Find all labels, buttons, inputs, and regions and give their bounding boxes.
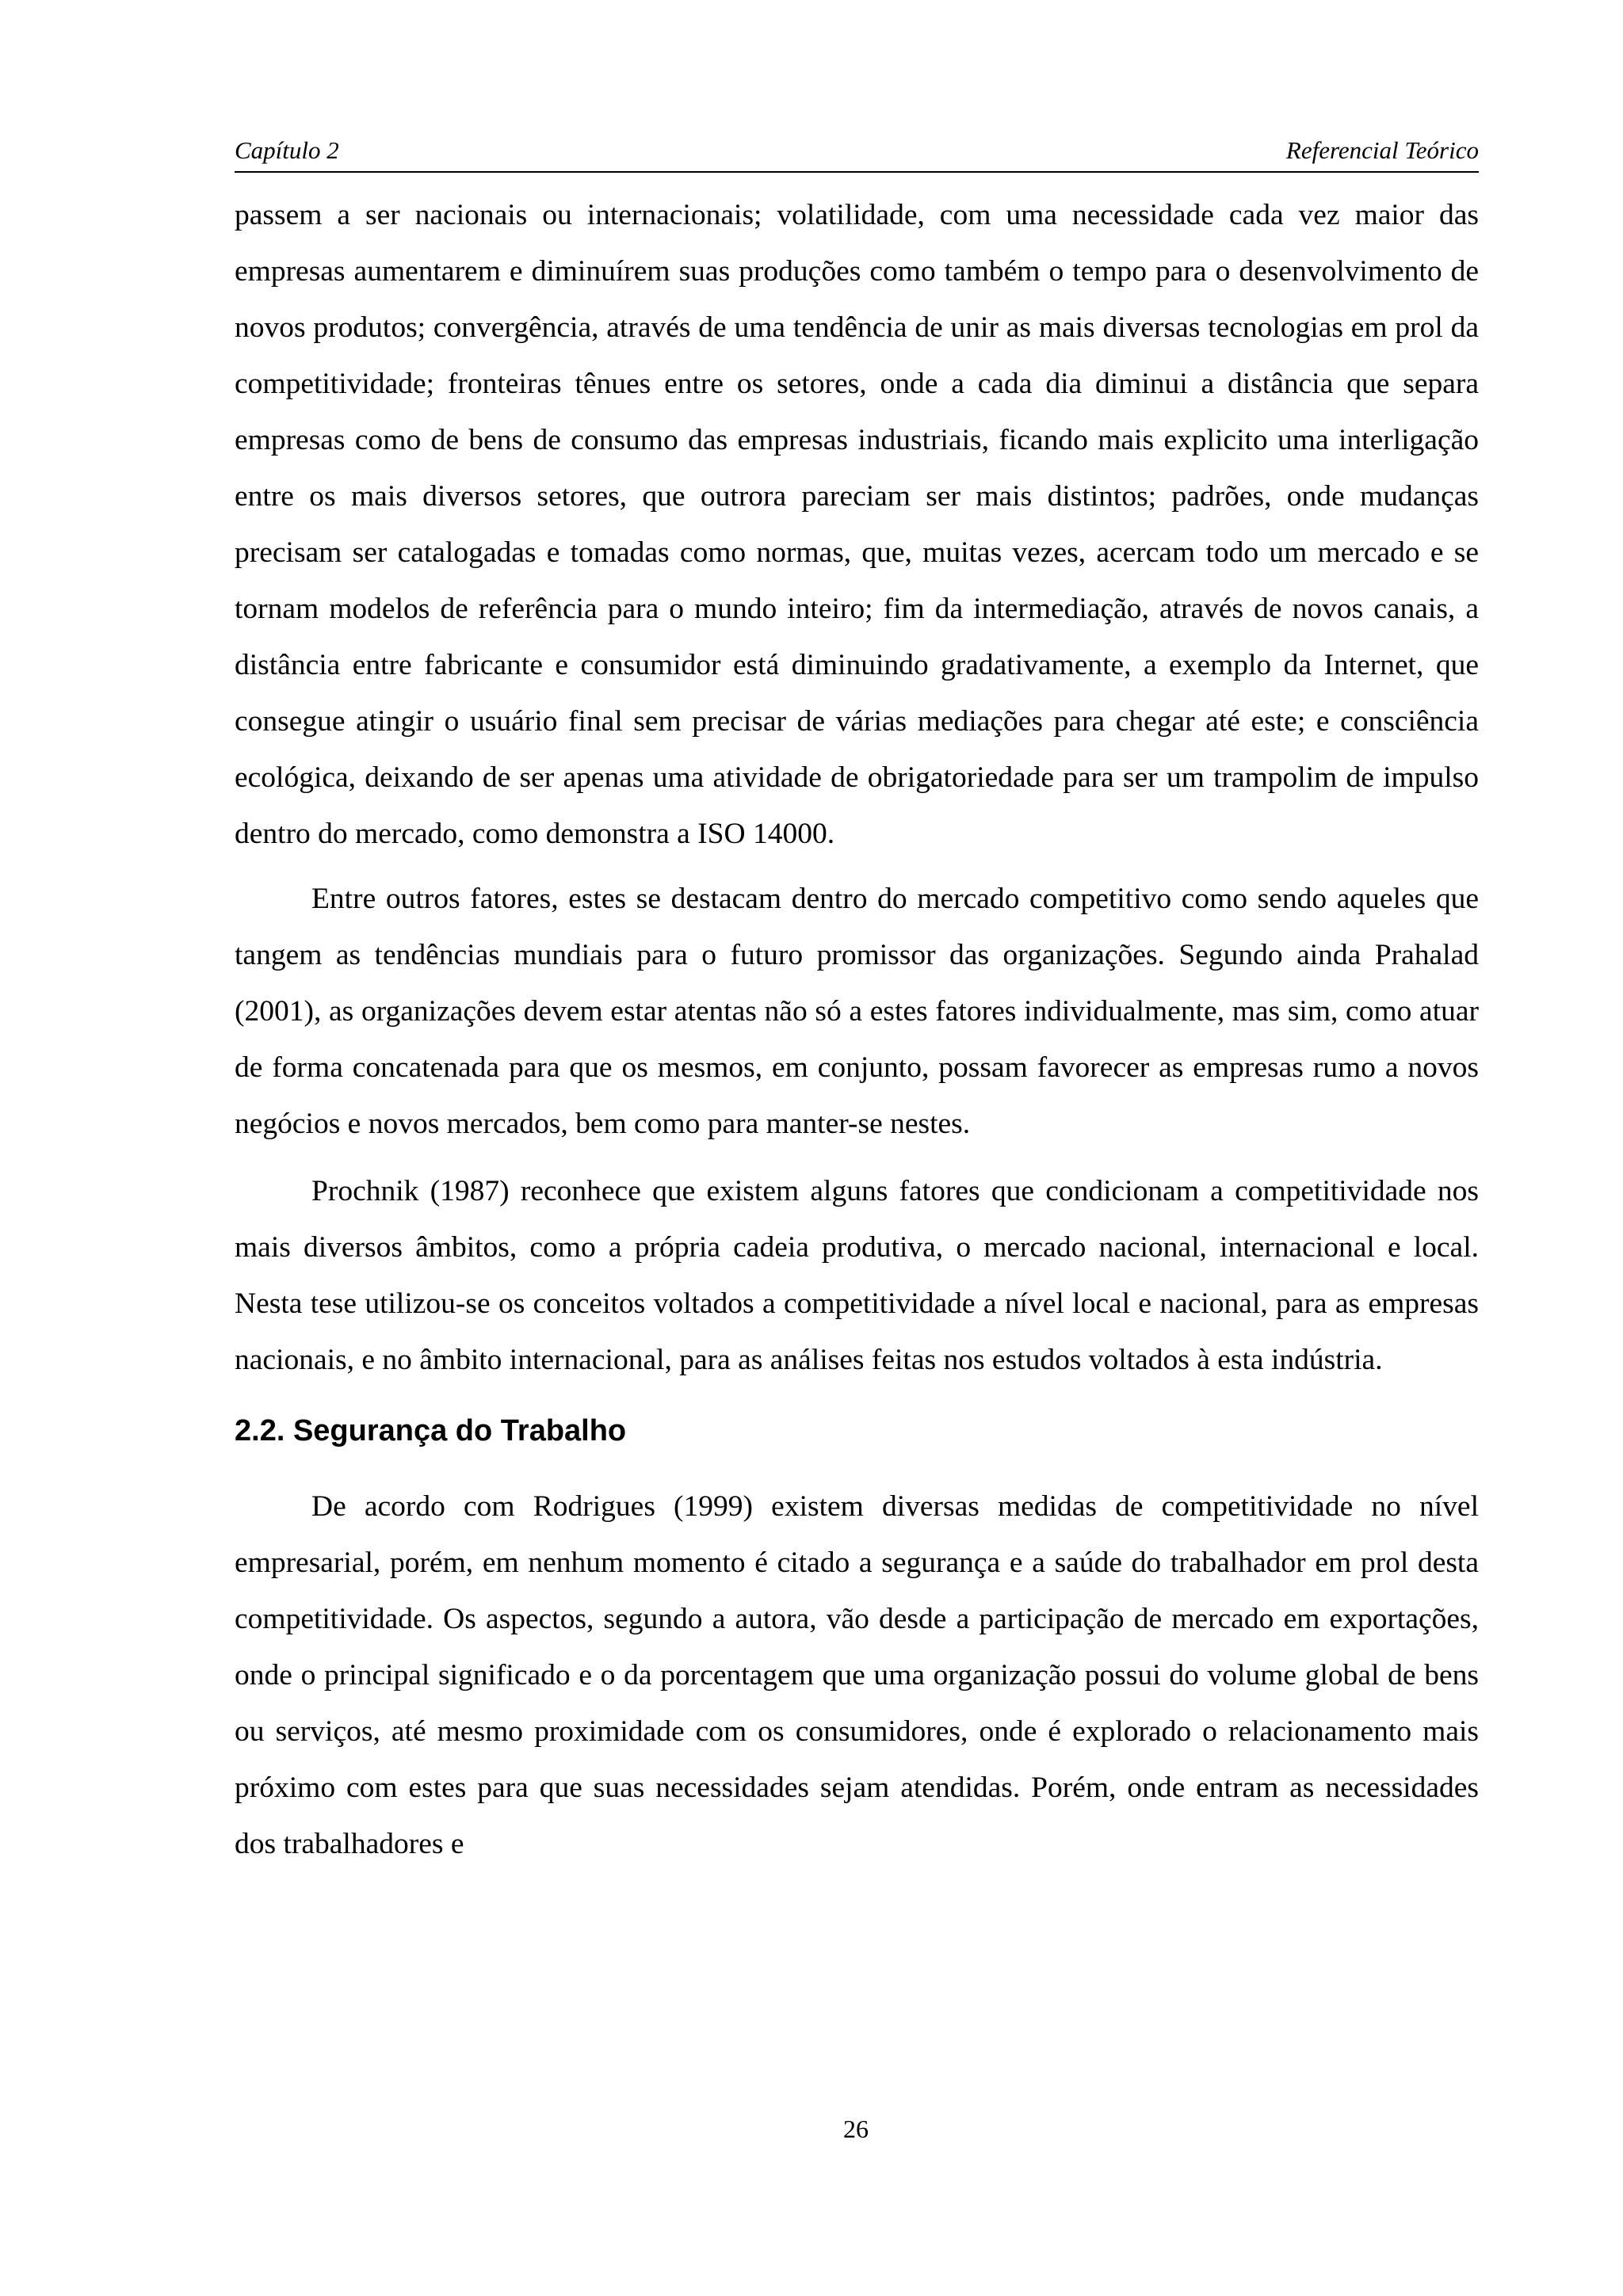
paragraph-fatores: Entre outros fatores, estes se destacam dentro do mercado competitivo como sendo aqueles que tangem as tendências mundiais para o futuro promissor das organizações. Segundo ainda Prahalad (2001), as organizações devem estar atentas não só a estes fatores individualmente, mas sim, como atuar de forma concatenada para que os mesmos, em conjunto, possam favorecer as empresas rumo a novos negócios e novos mercados, bem como para manter-se nestes. (235, 883, 1479, 1140)
paragraph-continued: passem a ser nacionais ou internacionais; volatilidade, com uma necessidade cada vez maior das empresas aumentarem e diminuírem suas produções como também o tempo para o desenvolvimento de novos produtos; convergência, através de uma tendência de unir as mais diversas tecnologias em prol da competitividade; fronteiras tênues entre os setores, onde a cada dia diminui a distância que separa empresas como de bens de consumo das empresas industriais, ficando mais explicito uma interligação entre os mais diversos setores, que outrora pareciam ser mais distintos; padrões, onde mudanças precisam ser catalogadas e tomadas como normas, que, muitas vezes, acercam todo um mercado e se tornam modelos de referência para o mundo inteiro; fim da intermediação, através de novos canais, a distância entre fabricante e consumidor está diminuindo gradativamente, a exemplo da Internet, que consegue atingir o usuário final sem precisar de várias mediações para chegar até este; e consciência ecológica, deixando de ser apenas uma atividade de obrigatoriedade para ser um trampolim de impulso dentro do mercado, como demonstra a ISO 14000. (235, 199, 1479, 850)
running-header (235, 135, 1479, 173)
paragraph-rodrigues: De acordo com Rodrigues (1999) existem diversas medidas de competitividade no nível empresarial, porém, em nenhum momento é citado a segurança e a saúde do trabalhador em prol desta competitividade. Os aspectos, segundo a autora, vão desde a participação de mercado em exportações, onde o principal significado e o da porcentagem que uma organização possui do volume global de bens ou serviços, até mesmo proximidade com os consumidores, onde é explorado o relacionamento mais próximo com estes para que suas necessidades sejam atendidas. Porém, onde entram as necessidades dos trabalhadores e (235, 1490, 1479, 1860)
chapter-label: Capítulo 2 (235, 136, 339, 164)
page-number: 26 (843, 2115, 869, 2143)
section-title-label: Referencial Teórico (1285, 136, 1479, 164)
paragraph-prochnik: Prochnik (1987) reconhece que existem alguns fatores que condicionam a competitividade nos mais diversos âmbitos, como a própria cadeia produtiva, o mercado nacional, internacional e local. Nesta tese utilizou-se os conceitos voltados a competitividade a nível local e nacional, para as empresas nacionais, e no âmbito internacional, para as análises feitas nos estudos voltados à esta indústria. (235, 1175, 1479, 1376)
body-text (235, 187, 1479, 1872)
section-heading: 2.2. Segurança do Trabalho (235, 1414, 627, 1447)
